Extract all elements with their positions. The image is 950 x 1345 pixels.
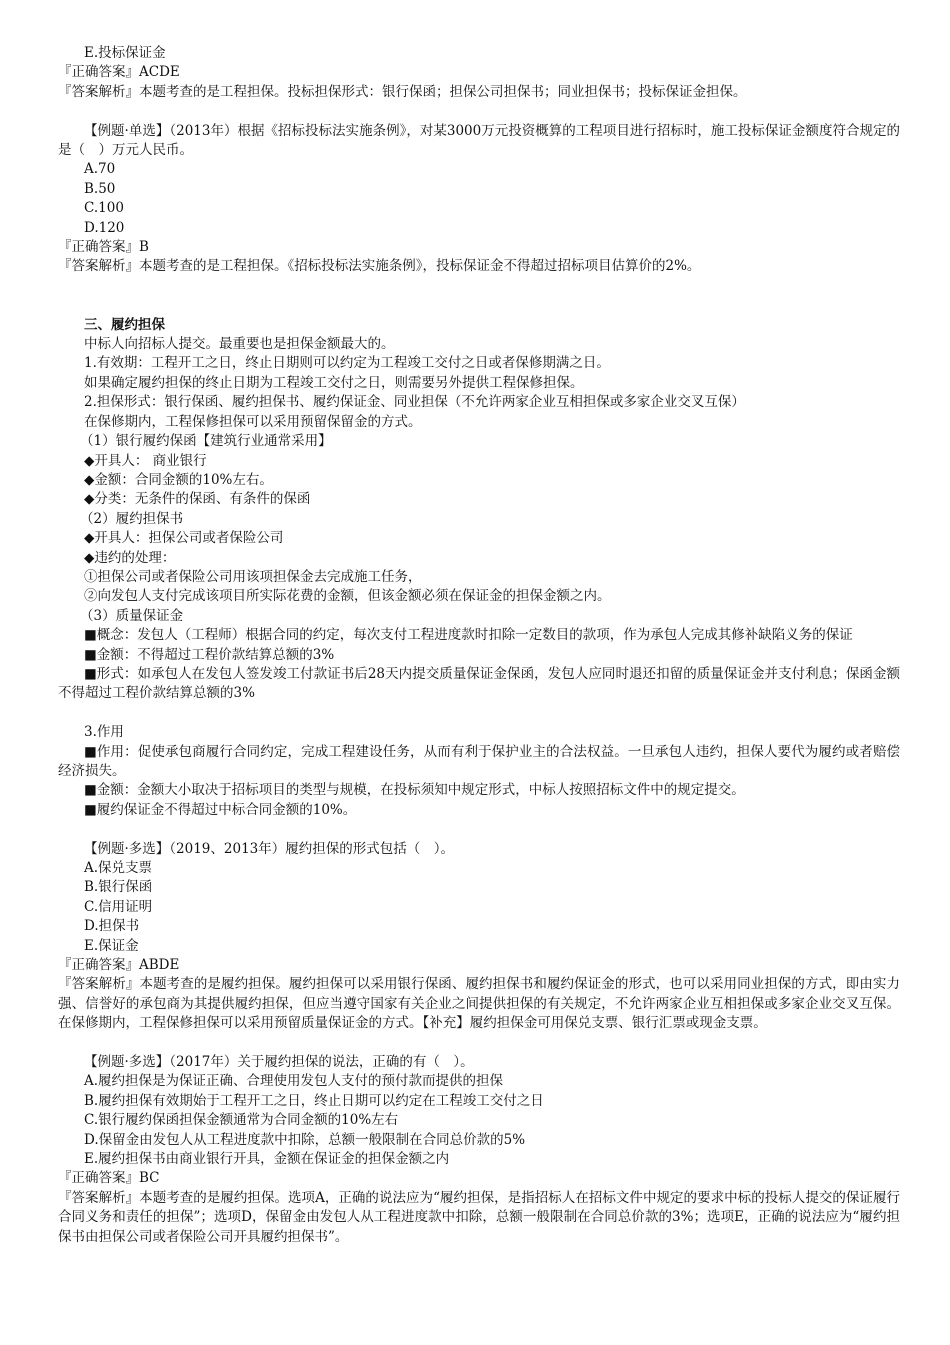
subsection-title: （1）银行履约保函【建筑行业通常采用】	[80, 433, 332, 450]
bullet-item: ◆金额：合同金额的10%左右。	[84, 471, 273, 488]
question-stem: 【例题·单选】（2013年）根据《招标投标法实施条例》，对某3000万元投资概算的工程项目进行招标时，施工投标保证金额度符合规定的是（ ）万元人民币。	[58, 122, 900, 159]
spacer	[58, 820, 900, 839]
section-line: 中标人向招标人提交。最重要也是担保金额最大的。	[84, 336, 395, 353]
answer-analysis: 『答案解析』本题考查的是工程担保。《招标投标法实施条例》，投标保证金不得超过招标项目估算价的2%。	[58, 258, 701, 275]
option-c: C.100	[84, 200, 124, 217]
section-line: 2.担保形式：银行保函、履约担保书、履约保证金、同业担保（不允许两家企业互相担保或多家企业交叉互保）	[84, 394, 745, 411]
bullet-item: ■金额：不得超过工程价款结算总额的3%	[84, 646, 335, 663]
bullet-item: ■作用：促使承包商履行合同约定，完成工程建设任务，从而有利于保护业主的合法权益。一旦承包人违约，担保人要代为履约或者赔偿经济损失。	[58, 743, 900, 779]
bullet-item: ■形式：如承包人在发包人签发竣工付款证书后28天内提交质量保证金保函，发包人应同时退还扣留的质量保证金并支付利息；保函金额不得超过工程价款结算总额的3%	[58, 665, 900, 702]
answer-analysis: 『答案解析』本题考查的是履约担保。履约担保可以采用银行保函、履约担保书和履约保证金的形式，也可以采用同业担保的方式，即由实力强、信誉好的承包商为其提供履约担保，但应当遵守国家有关企业之间提供担保的有关规定，不允许两家企业互相担保或多家企业交叉互保。在保修期内，工程保修担保可以采用预留质量保证金的方式。【补充】履约担保金可用保兑支票、银行汇票或现金支票。	[58, 976, 900, 1032]
correct-answer: 『正确答案』BC	[58, 1170, 160, 1187]
section-line: 1.有效期：工程开工之日，终止日期则可以约定为工程竣工交付之日或者保修期满之日。	[84, 355, 610, 372]
correct-answer: 『正确答案』ACDE	[58, 64, 180, 81]
option-c: C.信用证明	[84, 898, 153, 915]
bullet-item: ■概念：发包人（工程师）根据合同的约定，每次支付工程进度款时扣除一定数目的款项，作为承包人完成其修补缺陷义务的保证	[84, 627, 853, 644]
bullet-item: ◆开具人： 商业银行	[84, 452, 207, 469]
document-page	[58, 44, 900, 1247]
answer-analysis: 『答案解析』本题考查的是履约担保。选项A，正确的说法应为“履约担保，是指招标人在招标文件中规定的要求中标的投标人提交的保证履行合同义务和责任的担保”；选项D，保留金由发包人从工程进度款中扣除，总额一般限制在合同总价款的3%；选项E，正确的说法应为“履约担保书由担保公司或者保险公司开具履约担保书”。	[58, 1189, 900, 1245]
option-a: A.履约担保是为保证正确、合理使用发包人支付的预付款而提供的担保	[84, 1073, 504, 1090]
option-d: D.保留金由发包人从工程进度款中扣除，总额一般限制在合同总价款的5%	[84, 1131, 526, 1148]
correct-answer: 『正确答案』ABDE	[58, 957, 180, 974]
option-d: D.120	[84, 219, 125, 236]
bullet-item: ①担保公司或者保险公司用该项担保金去完成施工任务，	[84, 568, 422, 585]
subsection-title: （2）履约担保书	[80, 510, 184, 527]
subsection-title: （3）质量保证金	[80, 607, 184, 624]
bullet-item: ■金额：金额大小取决于招标项目的类型与规模，在投标须知中规定形式，中标人按照招标文件中的规定提交。	[84, 782, 745, 799]
bullet-item: ◆开具人：担保公司或者保险公司	[84, 530, 284, 547]
option-e: E.履约担保书由商业银行开具，金额在保证金的担保金额之内	[84, 1151, 450, 1168]
question-stem: 【例题·多选】（2017年）关于履约担保的说法，正确的有（ ）。	[84, 1054, 474, 1071]
answer-analysis: 『答案解析』本题考查的是工程担保。投标担保形式：银行保函；担保公司担保书；同业担保书；投标保证金担保。	[58, 83, 747, 100]
subsection-title: 3.作用	[84, 724, 124, 741]
option-b: B.履约担保有效期始于工程开工之日，终止日期可以约定在工程竣工交付之日	[84, 1092, 544, 1109]
option-a: A.保兑支票	[84, 860, 153, 876]
bullet-item: ◆分类：无条件的保函、有条件的保函	[84, 491, 311, 508]
bullet-item: ②向发包人支付完成该项目所实际花费的金额，但该金额必须在保证金的担保金额之内。	[84, 588, 611, 605]
option-e: E.保证金	[84, 937, 139, 954]
bullet-item: ◆违约的处理：	[84, 549, 176, 566]
question-stem: 【例题·多选】（2019、2013年）履约担保的形式包括（ ）。	[84, 840, 455, 857]
option-d: D.担保书	[84, 918, 140, 935]
option-a: A.70	[84, 161, 116, 178]
section-title: 三、履约担保	[84, 316, 165, 333]
correct-answer: 『正确答案』B	[58, 239, 149, 256]
option-c: C.银行履约保函担保金额通常为合同金额的10%左右	[84, 1112, 399, 1129]
bullet-item: ■履约保证金不得超过中标合同金额的10%。	[84, 801, 357, 818]
section-line: 在保修期内，工程保修担保可以采用预留保留金的方式。	[84, 413, 422, 430]
option-b: B.银行保函	[84, 879, 153, 896]
option-b: B.50	[84, 180, 116, 197]
option-e: E.投标保证金	[84, 45, 166, 61]
spacer	[58, 277, 900, 316]
section-line: 如果确定履约担保的终止日期为工程竣工交付之日，则需要另外提供工程保修担保。	[84, 374, 584, 391]
spacer	[58, 102, 900, 121]
spacer	[58, 704, 900, 723]
spacer	[58, 1034, 900, 1053]
